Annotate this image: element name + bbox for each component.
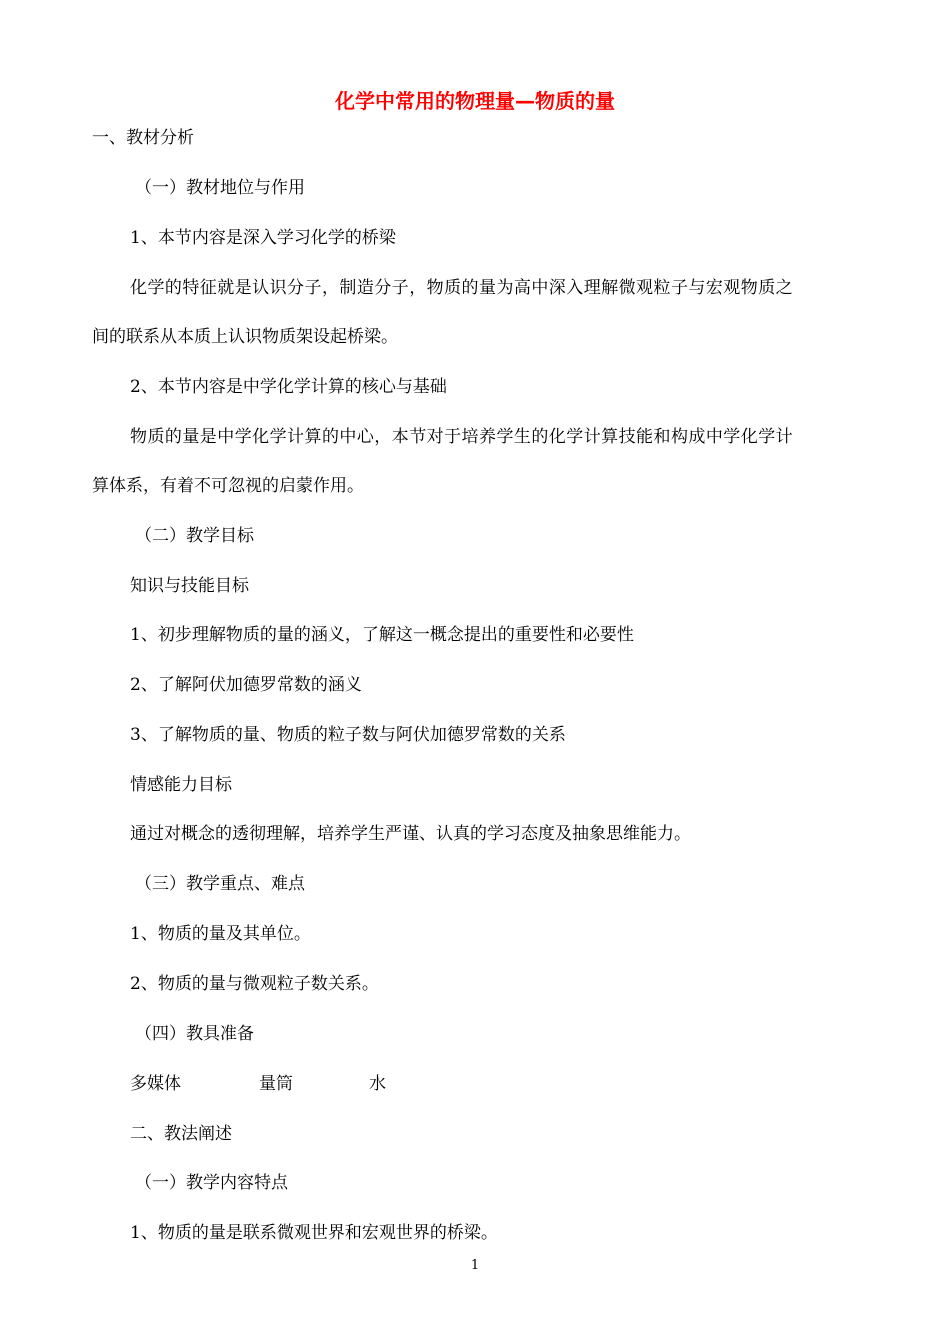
paragraph-text: 化学的特征就是认识分子，制造分子，物质的量为高中深入理解微观粒子与宏观物质之 bbox=[130, 278, 794, 298]
goal-heading: 情感能力目标 bbox=[130, 775, 232, 795]
subsection-heading-1-1: （一）教材地位与作用 bbox=[135, 178, 305, 198]
equipment-item: 多媒体 bbox=[130, 1074, 181, 1094]
list-item: 2、物质的量与微观粒子数关系。 bbox=[130, 974, 379, 994]
list-item: 1、物质的量及其单位。 bbox=[130, 924, 311, 944]
paragraph-text: 物质的量是中学化学计算的中心，本节对于培养学生的化学计算技能和构成中学化学计 bbox=[130, 427, 794, 447]
list-item: 1、物质的量是联系微观世界和宏观世界的桥梁。 bbox=[130, 1223, 498, 1243]
paragraph-heading: 2、本节内容是中学化学计算的核心与基础 bbox=[130, 377, 447, 397]
section-heading-2: 二、教法阐述 bbox=[130, 1124, 232, 1144]
list-item: 3、了解物质的量、物质的粒子数与阿伏加德罗常数的关系 bbox=[130, 725, 566, 745]
subsection-heading-1-3: （三）教学重点、难点 bbox=[135, 874, 305, 894]
paragraph-heading: 1、本节内容是深入学习化学的桥梁 bbox=[130, 228, 396, 248]
equipment-item: 量筒 bbox=[259, 1074, 293, 1094]
paragraph-text: 算体系，有着不可忽视的启蒙作用。 bbox=[92, 476, 364, 496]
goal-heading: 知识与技能目标 bbox=[130, 576, 249, 596]
subsection-heading-1-2: （二）教学目标 bbox=[135, 526, 254, 546]
list-item: 2、了解阿伏加德罗常数的涵义 bbox=[130, 675, 362, 695]
equipment-item: 水 bbox=[369, 1074, 386, 1094]
page-number: 1 bbox=[470, 1258, 480, 1273]
section-heading-1: 一、教材分析 bbox=[92, 128, 194, 148]
page-title: 化学中常用的物理量—物质的量 bbox=[335, 89, 615, 113]
list-item: 1、初步理解物质的量的涵义，了解这一概念提出的重要性和必要性 bbox=[130, 625, 634, 645]
paragraph-text: 通过对概念的透彻理解，培养学生严谨、认真的学习态度及抽象思维能力。 bbox=[130, 824, 691, 844]
subsection-heading-2-1: （一）教学内容特点 bbox=[135, 1173, 288, 1193]
subsection-heading-1-4: （四）教具准备 bbox=[135, 1024, 254, 1044]
paragraph-text: 间的联系从本质上认识物质架设起桥梁。 bbox=[92, 327, 398, 347]
